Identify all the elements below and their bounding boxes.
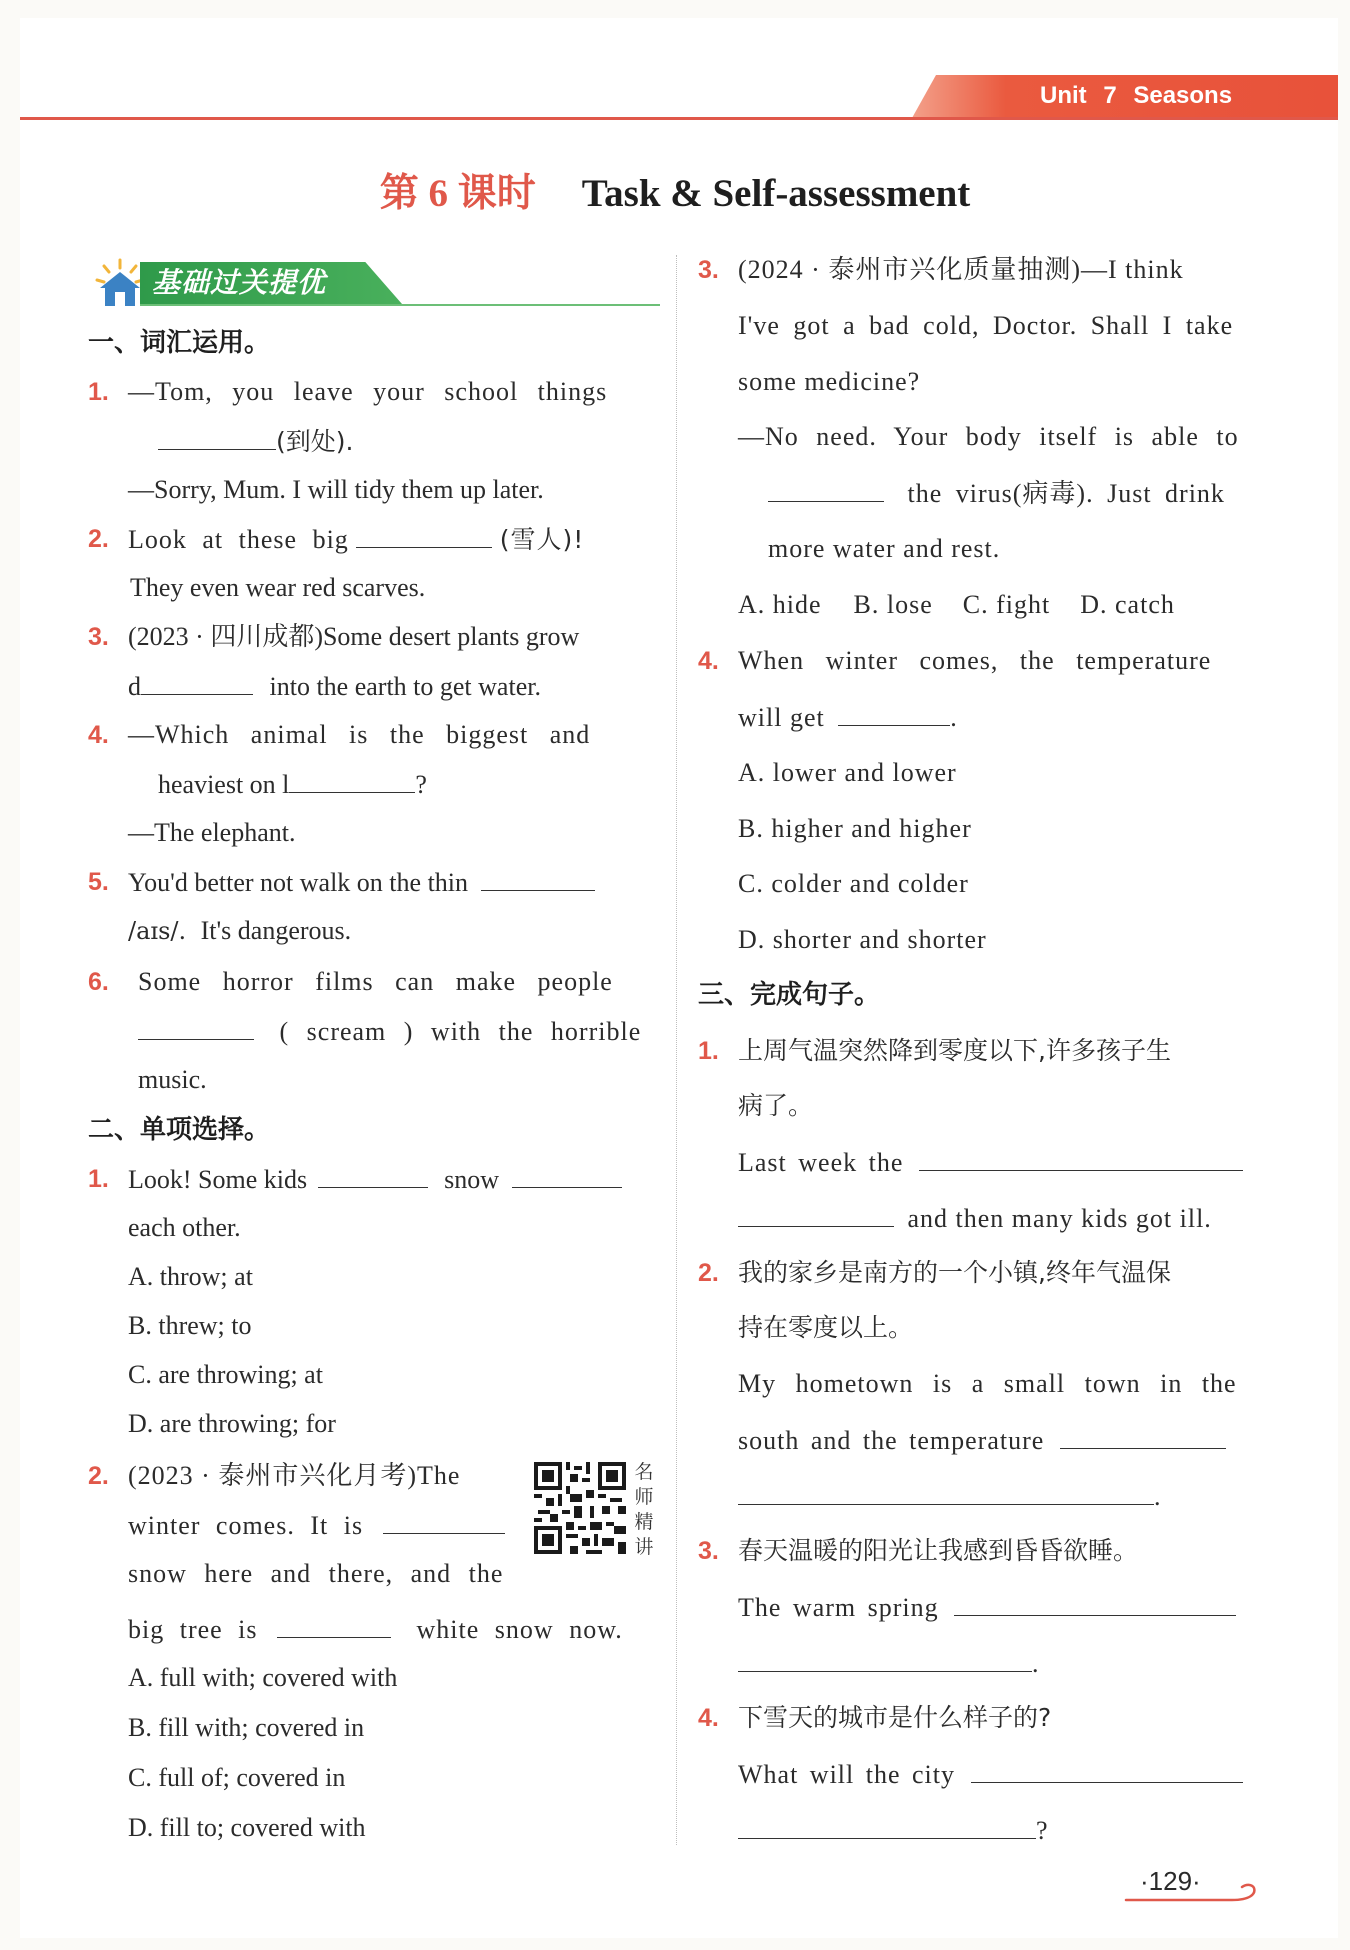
item-text: Look at these big (雪人)!: [128, 521, 584, 558]
question-number: 2.: [88, 1462, 109, 1490]
answer-blank[interactable]: [1060, 1422, 1226, 1449]
option-b[interactable]: B. threw; to: [128, 1311, 252, 1340]
answer-blank[interactable]: [356, 521, 492, 548]
item-number: 3.: [88, 623, 109, 651]
answer-blank[interactable]: [919, 1144, 1243, 1171]
item-text: /aɪs/. It's dangerous.: [128, 916, 352, 945]
option-a[interactable]: A. hide: [738, 590, 822, 619]
item-text: Some horror films can make people: [138, 967, 613, 996]
item-text: (到处).: [158, 423, 353, 460]
item-number: 5.: [88, 868, 109, 896]
item-english: and then many kids got ill.: [738, 1200, 1212, 1237]
option-b[interactable]: B. fill with; covered in: [128, 1713, 365, 1742]
option-d[interactable]: D. are throwing; for: [128, 1409, 336, 1438]
item-number: 2.: [698, 1259, 719, 1287]
question-text: winter comes. It is: [128, 1507, 505, 1544]
item-english: .: [738, 1478, 1161, 1515]
answer-blank[interactable]: [838, 699, 950, 726]
item-text: heaviest on l ?: [158, 766, 427, 803]
question-number: 4.: [698, 647, 719, 675]
item-text: music.: [138, 1065, 207, 1094]
option-a[interactable]: A. throw; at: [128, 1262, 253, 1291]
option-b[interactable]: B. higher and higher: [738, 814, 972, 843]
option-c[interactable]: C. colder and colder: [738, 869, 969, 898]
header-rule: [20, 117, 1338, 120]
options-row: [738, 587, 1175, 623]
answer-blank[interactable]: [481, 864, 595, 891]
question-text: (2024 · 泰州市兴化质量抽测)—I think: [738, 255, 1184, 284]
answer-blank[interactable]: [512, 1161, 622, 1188]
question-text: some medicine?: [738, 367, 921, 396]
section-banner-label: 基础过关提优: [152, 266, 327, 299]
question-text: I've got a bad cold, Doctor. Shall I take: [738, 311, 1234, 340]
answer-blank[interactable]: [277, 1611, 391, 1638]
option-a[interactable]: A. lower and lower: [738, 758, 957, 787]
item-chinese: 持在零度以上。: [738, 1313, 914, 1342]
item-text: —Tom, you leave your school things: [128, 377, 608, 406]
question-number: 1.: [88, 1165, 109, 1193]
item-chinese: 我的家乡是南方的一个小镇,终年气温保: [738, 1258, 1171, 1287]
qr-label: 名 师 精 讲: [634, 1461, 654, 1558]
answer-blank[interactable]: [738, 1812, 1036, 1839]
item-number: 3.: [698, 1537, 719, 1565]
item-text: They even wear red scarves.: [130, 573, 426, 602]
item-english: .: [738, 1645, 1039, 1682]
item-english: The warm spring: [738, 1589, 1236, 1626]
item-number: 1.: [88, 378, 109, 406]
item-chinese: 上周气温突然降到零度以下,许多孩子生: [738, 1036, 1171, 1065]
question-text: the virus(病毒). Just drink: [768, 475, 1225, 512]
section-heading-complete: 三、完成句子。: [698, 980, 881, 1010]
answer-blank[interactable]: [738, 1200, 894, 1227]
option-c[interactable]: C. full of; covered in: [128, 1763, 346, 1792]
question-text: more water and rest.: [768, 534, 1001, 563]
question-text: Look! Some kids snow: [128, 1161, 622, 1198]
item-text: —Which animal is the biggest and: [128, 720, 591, 749]
question-text: snow here and there, and the: [128, 1559, 504, 1588]
item-english: My hometown is a small town in the: [738, 1369, 1237, 1398]
question-text: big tree is white snow now.: [128, 1611, 623, 1648]
item-english: south and the temperature: [738, 1422, 1226, 1459]
item-number: 4.: [88, 721, 109, 749]
section-heading-vocabulary: 一、词汇运用。: [88, 328, 271, 358]
qr-code[interactable]: [534, 1462, 626, 1554]
item-text: ( scream ) with the horrible: [138, 1013, 641, 1050]
answer-blank[interactable]: [158, 423, 276, 450]
item-text: —The elephant.: [128, 818, 296, 847]
question-text: (2023 · 泰州市兴化月考)The: [128, 1461, 461, 1490]
section-heading-choice: 二、单项选择。: [88, 1115, 271, 1145]
answer-blank[interactable]: [738, 1645, 1032, 1672]
page-number: ·129·: [1140, 1866, 1201, 1896]
answer-blank[interactable]: [971, 1756, 1243, 1783]
item-english: ?: [738, 1812, 1048, 1849]
answer-blank[interactable]: [954, 1589, 1236, 1616]
question-text: will get .: [738, 699, 958, 736]
item-chinese: 春天温暖的阳光让我感到昏昏欲睡。: [738, 1536, 1139, 1565]
answer-blank[interactable]: [138, 1013, 254, 1040]
answer-blank[interactable]: [289, 766, 415, 793]
item-english: Last week the: [738, 1144, 1243, 1181]
option-d[interactable]: D. catch: [1080, 590, 1175, 619]
item-english: What will the city: [738, 1756, 1243, 1793]
item-number: 2.: [88, 525, 109, 553]
option-d[interactable]: D. fill to; covered with: [128, 1813, 366, 1842]
column-divider: [676, 255, 677, 1845]
lesson-topic: Task & Self-assessment: [581, 172, 971, 215]
lesson-number: 第 6 课时: [379, 172, 536, 215]
answer-blank[interactable]: [768, 475, 884, 502]
option-c[interactable]: C. fight: [962, 590, 1051, 619]
item-number: 1.: [698, 1037, 719, 1065]
page-title: [0, 168, 1350, 220]
answer-blank[interactable]: [738, 1478, 1154, 1505]
unit-label: Unit 7 Seasons: [1040, 82, 1233, 109]
question-number: 3.: [698, 256, 719, 284]
item-text: (2023 · 四川成都)Some desert plants grow: [128, 622, 580, 651]
question-text: —No need. Your body itself is able to: [738, 422, 1239, 451]
answer-blank[interactable]: [318, 1161, 428, 1188]
question-text: When winter comes, the temperature: [738, 646, 1212, 675]
item-number: 6.: [88, 968, 109, 996]
item-text: —Sorry, Mum. I will tidy them up later.: [128, 475, 544, 504]
banner-underline: [140, 304, 660, 306]
option-b[interactable]: B. lose: [853, 590, 933, 619]
answer-blank[interactable]: [141, 668, 253, 695]
item-chinese: 病了。: [738, 1091, 814, 1120]
option-d[interactable]: D. shorter and shorter: [738, 925, 987, 954]
question-text: each other.: [128, 1213, 241, 1242]
option-a[interactable]: A. full with; covered with: [128, 1663, 398, 1692]
item-number: 4.: [698, 1704, 719, 1732]
item-text: d into the earth to get water.: [128, 668, 541, 705]
option-c[interactable]: C. are throwing; at: [128, 1360, 323, 1389]
item-chinese: 下雪天的城市是什么样子的?: [738, 1703, 1052, 1732]
item-text: You'd better not walk on the thin: [128, 864, 595, 901]
answer-blank[interactable]: [383, 1507, 505, 1534]
